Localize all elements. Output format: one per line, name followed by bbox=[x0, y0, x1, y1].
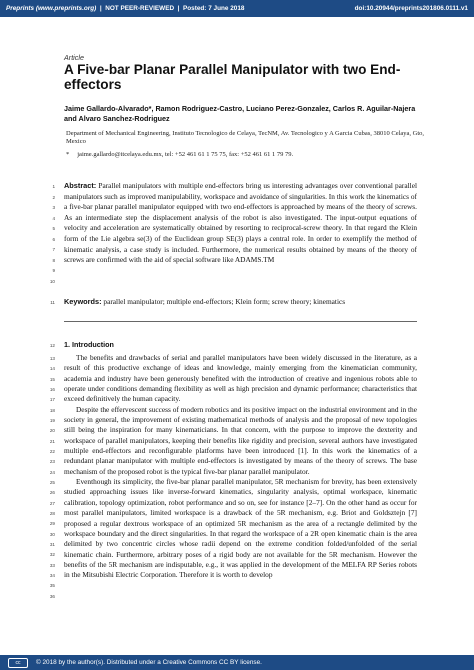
line-number: 26 bbox=[49, 490, 55, 495]
line-number: 2 bbox=[52, 195, 55, 200]
line-number: 1 bbox=[52, 184, 55, 189]
affiliation: Department of Mechanical Engineering, Instituto Tecnologico de Celaya, TecNM, Av. Tecnologico y A Garcia Cubas, 38010 Celaya, Gto, Mexico bbox=[66, 130, 425, 146]
cc-by-link[interactable]: Creative Commons CC BY bbox=[162, 659, 239, 666]
line-number: 16 bbox=[49, 387, 55, 392]
line-number: 7 bbox=[52, 247, 55, 252]
line-number: 14 bbox=[49, 366, 55, 371]
license-text bbox=[36, 659, 262, 666]
line-number: 32 bbox=[49, 552, 55, 557]
abstract bbox=[64, 181, 417, 266]
banner-left: Preprints (www.preprints.org) | NOT PEER-REVIEWED | Posted: 7 June 2018 bbox=[6, 5, 245, 12]
introduction-body bbox=[64, 353, 417, 581]
doi-link[interactable]: doi:10.20944/preprints201806.0111.v1 bbox=[354, 5, 468, 12]
line-number: 33 bbox=[49, 563, 55, 568]
paper-title: A Five-bar Planar Parallel Manipulator with two End-effectors bbox=[64, 62, 401, 92]
line-number: 20 bbox=[49, 428, 55, 433]
line-number: 19 bbox=[49, 418, 55, 423]
preprints-site-link[interactable]: Preprints (www.preprints.org) bbox=[6, 5, 97, 12]
correspondence bbox=[66, 151, 293, 158]
line-number: 36 bbox=[49, 594, 55, 599]
line-number: 25 bbox=[49, 480, 55, 485]
review-status: NOT PEER-REVIEWED bbox=[105, 5, 175, 12]
line-number: 23 bbox=[49, 459, 55, 464]
license-footer bbox=[0, 655, 474, 670]
abstract-label: Abstract: bbox=[64, 181, 97, 190]
line-number: 13 bbox=[49, 356, 55, 361]
section-heading: 1. Introduction bbox=[64, 340, 114, 349]
line-number: 29 bbox=[49, 521, 55, 526]
paragraph: Eventhough its simplicity, the five-bar planar parallel manipulator, 5R mechanism for brevity, has been extensively studied approaching issues like inverse-forward kinematics, singularity analysis, optimal workspace, kinematic calibration, topology optimization, robot performance and so on, see for instance [2–7]. On the other hand as occur for most parallel manipulators, limited workspace is a drawback of the 5R mechanism, e.g. Briot and Goldsztejn [7] proposed a regular dextrous workspace of an optimized 5R mechanism as the area of a rectangle delimited by the workspace boundary and the direct singularities. In that regard the workspace of a 2R open kinematic chain is the area delimited by two concentric circles whose radii depend on the extreme condition folded/unfolded of the serial kinematic chain. Furthermore, arbitrary poses of a rigid body are not available for the 5R mechanism. However the benefits of the 5R mechanism are indisputable, e.g., it was applied in the development of the MELFA RP Series robots in the Mitsubishi Electric Corporation. Therefore it is worth to develop bbox=[64, 477, 417, 580]
line-number: 31 bbox=[49, 542, 55, 547]
divider bbox=[64, 321, 417, 322]
license-suffix: license. bbox=[238, 659, 262, 666]
abstract-text: Parallel manipulators with multiple end-effectors bring us interesting advantages over conventional parallel manipulators such as improved manipulability, workspace and avoidance of singularities. In this work the kinematics of a five-bar planar parallel manipulator equipped with two end-effectors is approached by means of the theory of screws. As an intermediate step the displacement analysis of the robot is also investigated. The input-output equations of velocity and acceleration are systematically obtained by resorting to reciprocal-screw theory. In that regard the Klein form of the Lie algebra se(3) of the Euclidean group SE(3) plays a central role. In order to exemplify the method of kinematic analysis, a case study is included. Furthermore, the numerical results obtained by means of the theory of screws are confirmed with the aid of special software like ADAMS.TM bbox=[64, 181, 417, 265]
line-number: 12 bbox=[49, 343, 55, 348]
line-number: 9 bbox=[52, 268, 55, 273]
line-number: 21 bbox=[49, 439, 55, 444]
line-number: 35 bbox=[49, 583, 55, 588]
article-type: Article bbox=[64, 53, 84, 62]
line-number: 18 bbox=[49, 408, 55, 413]
correspondence-text: jaime.gallardo@itcelaya.edu.mx, tel: +52 461 61 1 75 75, fax: +52 461 61 1 79 79. bbox=[77, 151, 294, 158]
line-number: 22 bbox=[49, 449, 55, 454]
line-number: 30 bbox=[49, 532, 55, 537]
preprint-banner bbox=[0, 0, 474, 17]
line-number: 8 bbox=[52, 258, 55, 263]
keywords-label: Keywords: bbox=[64, 297, 102, 306]
paragraph: Despite the effervescent success of modern robotics and its positive impact on the industrial environment and in the society in general, the improvement of existing mathematical methods of analysis and the proposal of new topologies still being the inspiration for many kinematicians. In that concern, with the purpose to improve the dexterity and workspace of parallel manipulators, keeping their benefits like rigidity and precision, several authors have investigated multiple end-effectors and reconfigurable platforms have been introduced [1]. In this work the kinematics of a redundant planar manipulator with multiple end-effectors is investigated by means of the theory of screws. The base mechanism of the proposed robot is the typical five-bar planar parallel manipulator. bbox=[64, 404, 417, 476]
line-number: 6 bbox=[52, 237, 55, 242]
keywords-text: parallel manipulator; multiple end-effectors; Klein form; screw theory; kinematics bbox=[103, 297, 346, 306]
paragraph: The benefits and drawbacks of serial and parallel manipulators have been widely discussed in the literature, as a result of this productive exchange of ideas and knowledge, mainly emerging from the kinematician community, academia and industry have been generously benefited with the introduction of creative and ingenious robots able to operate under conditions demanding flexibility as well as high precision and dynamic performance; characteristics that exceed definitively the human capacity. bbox=[64, 353, 417, 404]
line-number: 3 bbox=[52, 205, 55, 210]
author-list: Jaime Gallardo-Alvarado*, Ramon Rodriguez-Castro, Luciano Perez-Gonzalez, Carlos R. Aguilar-Najera and Alvaro Sanchez-Rodriguez bbox=[64, 104, 416, 123]
cc-license-icon: cc bbox=[8, 658, 28, 668]
line-number: 28 bbox=[49, 511, 55, 516]
posted-date: Posted: 7 June 2018 bbox=[182, 5, 245, 12]
line-number: 27 bbox=[49, 501, 55, 506]
line-number: 34 bbox=[49, 573, 55, 578]
line-number: 4 bbox=[52, 216, 55, 221]
line-number: 10 bbox=[49, 279, 55, 284]
license-prefix: © 2018 by the author(s). Distributed under a bbox=[36, 659, 163, 666]
line-number: 24 bbox=[49, 470, 55, 475]
correspondence-mark: * bbox=[66, 151, 70, 158]
line-number: 5 bbox=[52, 226, 55, 231]
keywords bbox=[64, 297, 417, 308]
line-number: 11 bbox=[50, 300, 55, 305]
line-number: 15 bbox=[49, 377, 55, 382]
line-number: 17 bbox=[49, 397, 55, 402]
